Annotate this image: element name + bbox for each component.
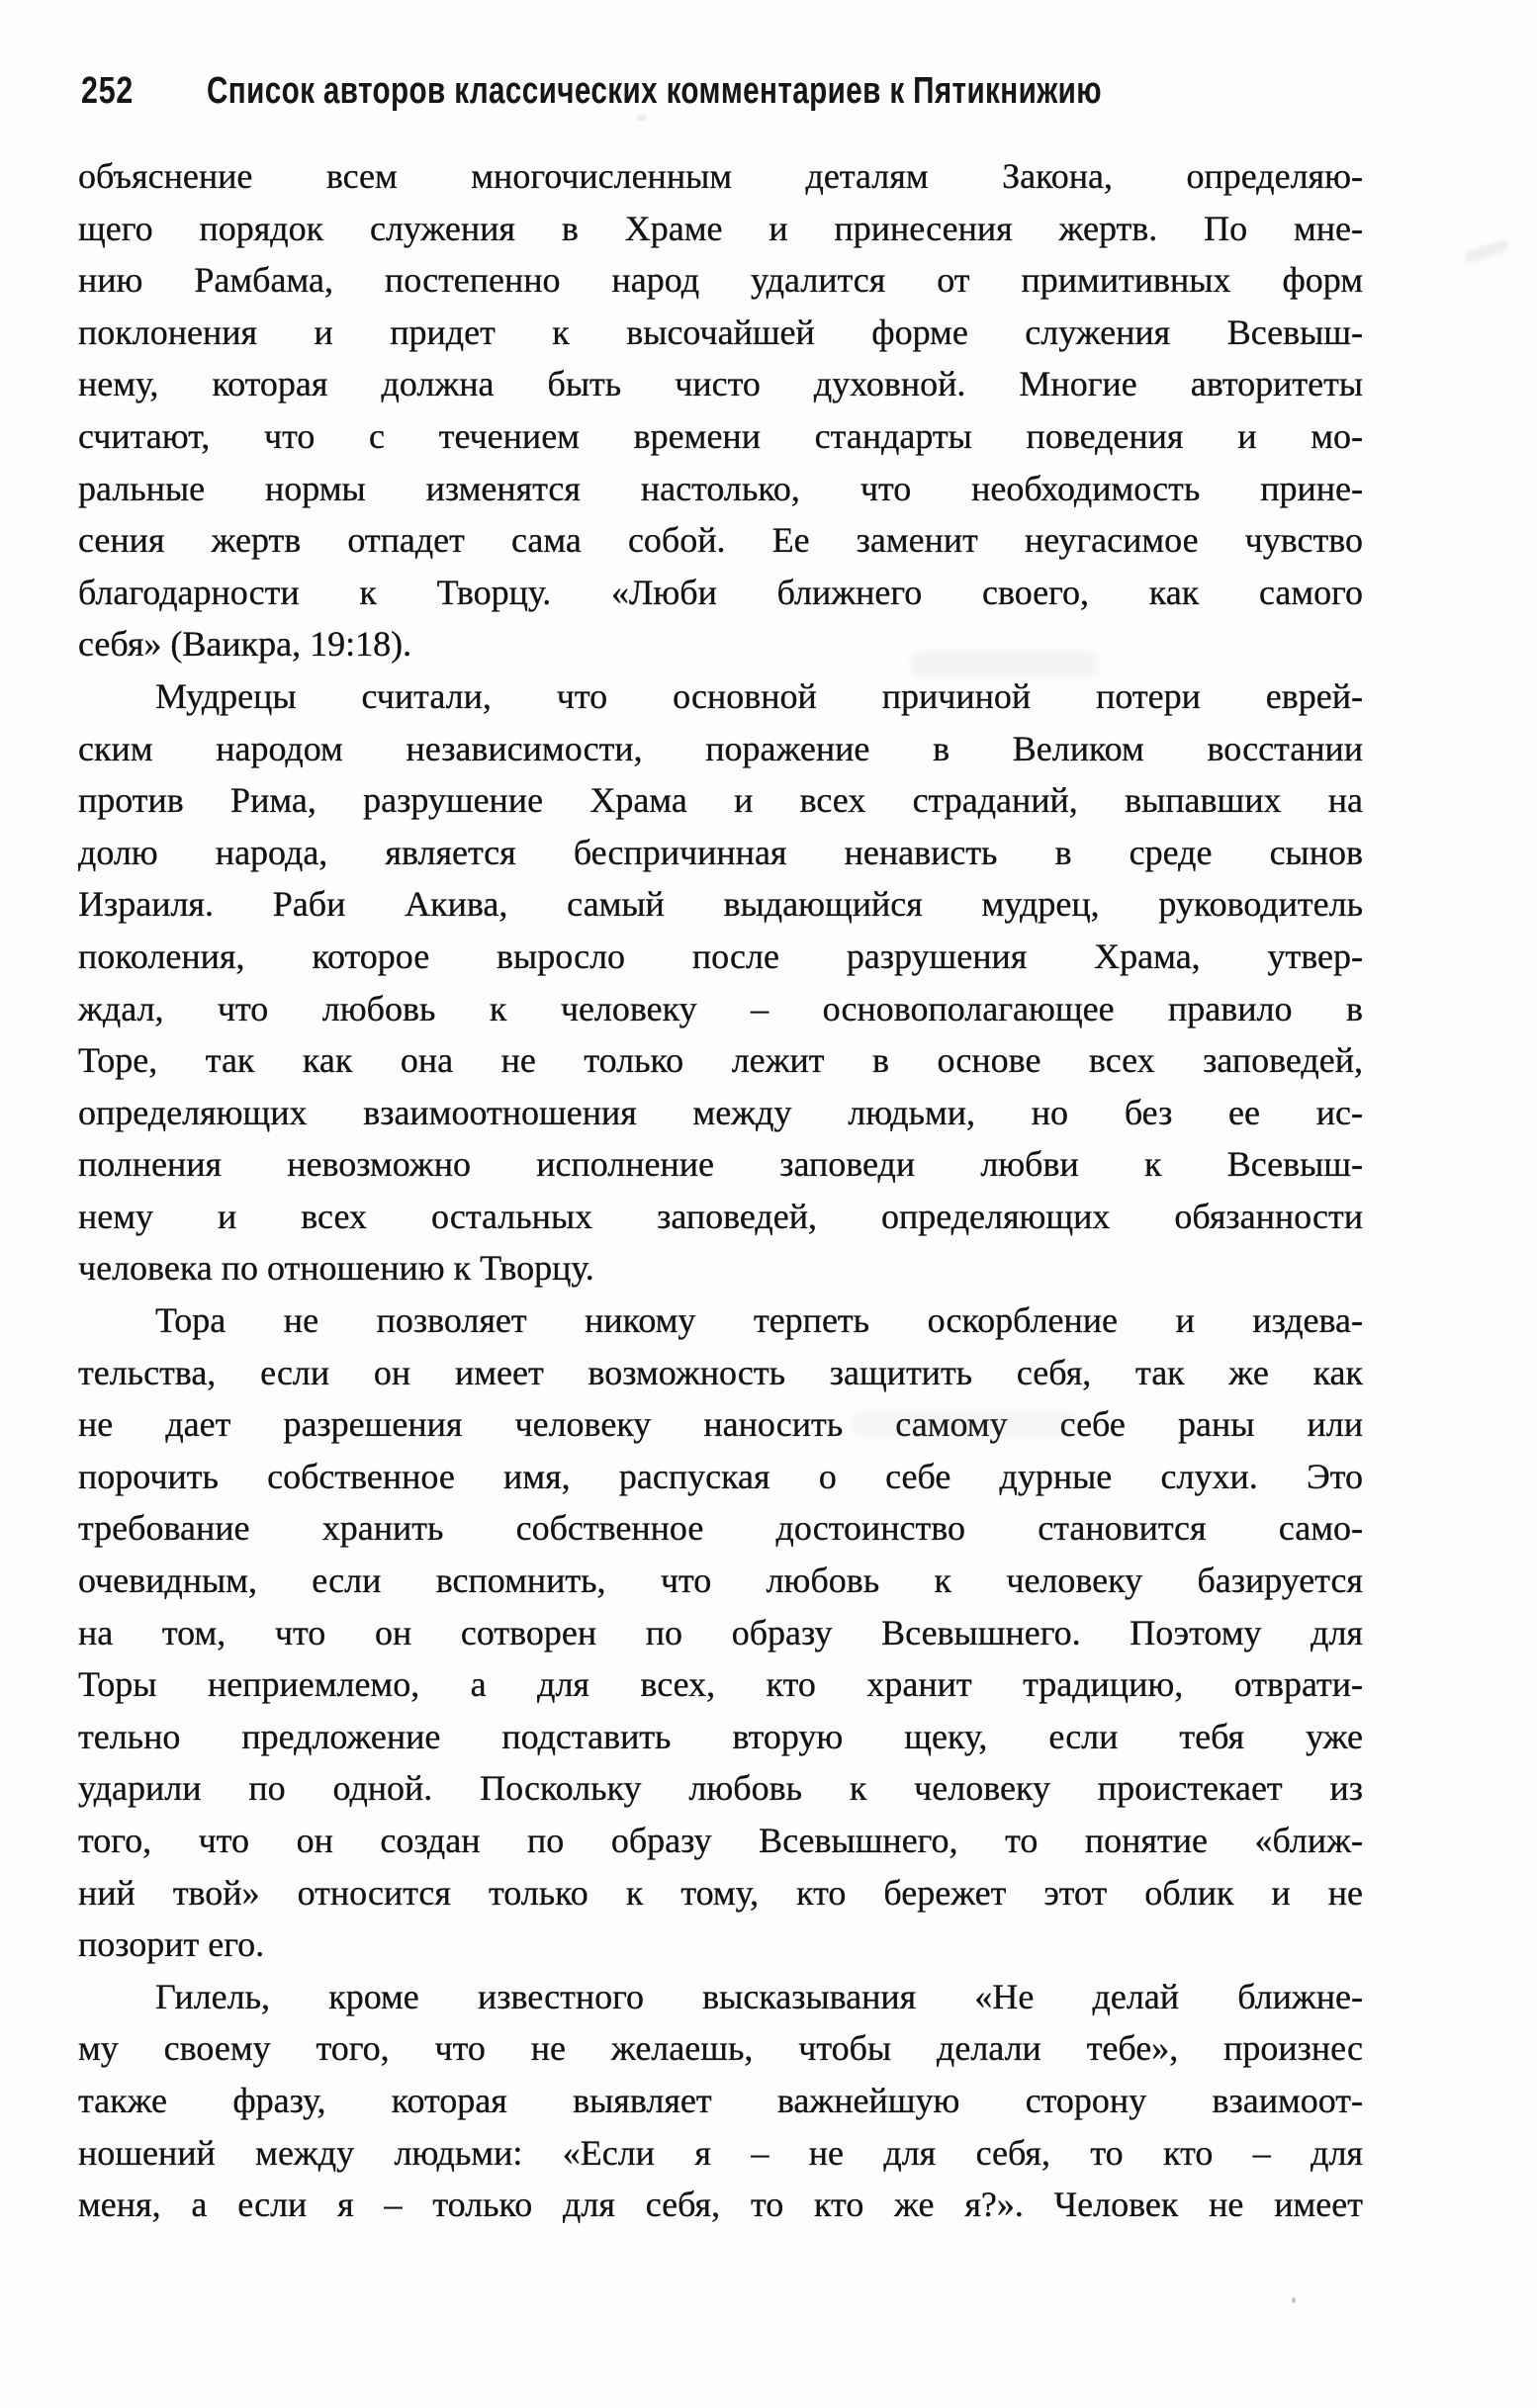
text-line: человека по отношению к Творцу.: [78, 1248, 594, 1289]
text-line: нему, которая должна быть чисто духовной. Многие авторитеты: [78, 364, 1363, 404]
text-line: нему и всех остальных заповедей, определяющих обязанности: [78, 1196, 1363, 1236]
text-line: позорит его.: [78, 1924, 265, 1965]
text-line: тельства, если он имеет возможность защитить себя, так же как: [78, 1352, 1363, 1392]
text-line: ждал, что любовь к человеку – основополагающее правило в: [78, 988, 1363, 1028]
scan-artifact: [1463, 238, 1509, 264]
text-line: щего порядок служения в Храме и принесения жертв. По мне-: [78, 208, 1363, 248]
text-line: Мудрецы считали, что основной причиной потери еврей-: [155, 675, 1363, 716]
text-line: полнения невозможно исполнение заповеди любви к Всевыш-: [78, 1144, 1363, 1185]
text-line: благодарности к Творцу. «Люби ближнего своего, как самого: [78, 572, 1363, 612]
text-line: ральные нормы изменятся настолько, что необходимость прине-: [78, 468, 1363, 508]
text-line: ским народом независимости, поражение в Великом восстании: [78, 728, 1363, 768]
text-line: того, что он создан по образу Всевышнего, то понятие «ближ-: [78, 1821, 1363, 1860]
text-line: Торы неприемлемо, а для всех, кто хранит традицию, отврати-: [78, 1664, 1363, 1705]
text-line: требование хранить собственное достоинство становится само-: [78, 1508, 1363, 1549]
text-line: против Рима, разрушение Храма и всех страданий, выпавших на: [78, 780, 1363, 821]
page-text: [78, 150, 1363, 2231]
running-title: Список авторов классических комментариев к Пятикнижию: [207, 70, 1102, 112]
text-line: ношений между людьми: «Если я – не для себя, то кто – для: [78, 2132, 1363, 2173]
scan-artifact: [1292, 2297, 1296, 2303]
text-line: меня, а если я – только для себя, то кто же я?». Человек не имеет: [78, 2185, 1363, 2225]
text-line: ний твой» относится только к тому, кто бережет этот облик и не: [78, 1872, 1363, 1913]
text-line: Торе, так как она не только лежит в основе всех заповедей,: [78, 1040, 1363, 1081]
text-line: на том, что он сотворен по образу Всевышнего. Поэтому для: [78, 1612, 1363, 1652]
text-line: Израиля. Раби Акива, самый выдающийся мудрец, руководитель: [78, 884, 1363, 925]
text-line: тельно предложение подставить вторую щеку, если тебя уже: [78, 1716, 1363, 1756]
text-line: поклонения и придет к высочайшей форме служения Всевыш-: [78, 312, 1363, 352]
text-line: сения жертв отпадет сама собой. Ее заменит неугасимое чувство: [78, 520, 1363, 561]
text-line: поколения, которое выросло после разрушения Храма, утвер-: [78, 936, 1363, 976]
text-line: Тора не позволяет никому терпеть оскорбление и издева-: [155, 1300, 1363, 1341]
text-line: ударили по одной. Поскольку любовь к человеку проистекает из: [78, 1768, 1363, 1809]
text-line: считают, что с течением времени стандарты поведения и мо-: [78, 415, 1363, 456]
text-line: очевидным, если вспомнить, что любовь к человеку базируется: [78, 1561, 1363, 1601]
text-line: долю народа, является беспричинная ненависть в среде сынов: [78, 832, 1363, 872]
text-line: не дает разрешения человеку наносить самому себе раны или: [78, 1404, 1363, 1445]
scan-artifact: [637, 115, 647, 121]
text-line: порочить собственное имя, распуская о себе дурные слухи. Это: [78, 1456, 1363, 1496]
page-header: [0, 72, 1537, 112]
text-line: определяющих взаимоотношения между людьми, но без ее ис-: [78, 1092, 1363, 1132]
text-line: себя» (Ваикра, 19:18).: [78, 624, 412, 665]
text-line: объяснение всем многочисленным деталям Закона, определяю-: [78, 156, 1363, 196]
page-number: 252: [81, 70, 135, 112]
text-line: Гилель, кроме известного высказывания «Не делай ближне-: [155, 1976, 1363, 2016]
text-line: также фразу, которая выявляет важнейшую сторону взаимоот-: [78, 2080, 1363, 2120]
text-line: нию Рамбама, постепенно народ удалится от примитивных форм: [78, 260, 1363, 301]
text-line: му своему того, что не желаешь, чтобы делали тебе», произнес: [78, 2028, 1363, 2069]
